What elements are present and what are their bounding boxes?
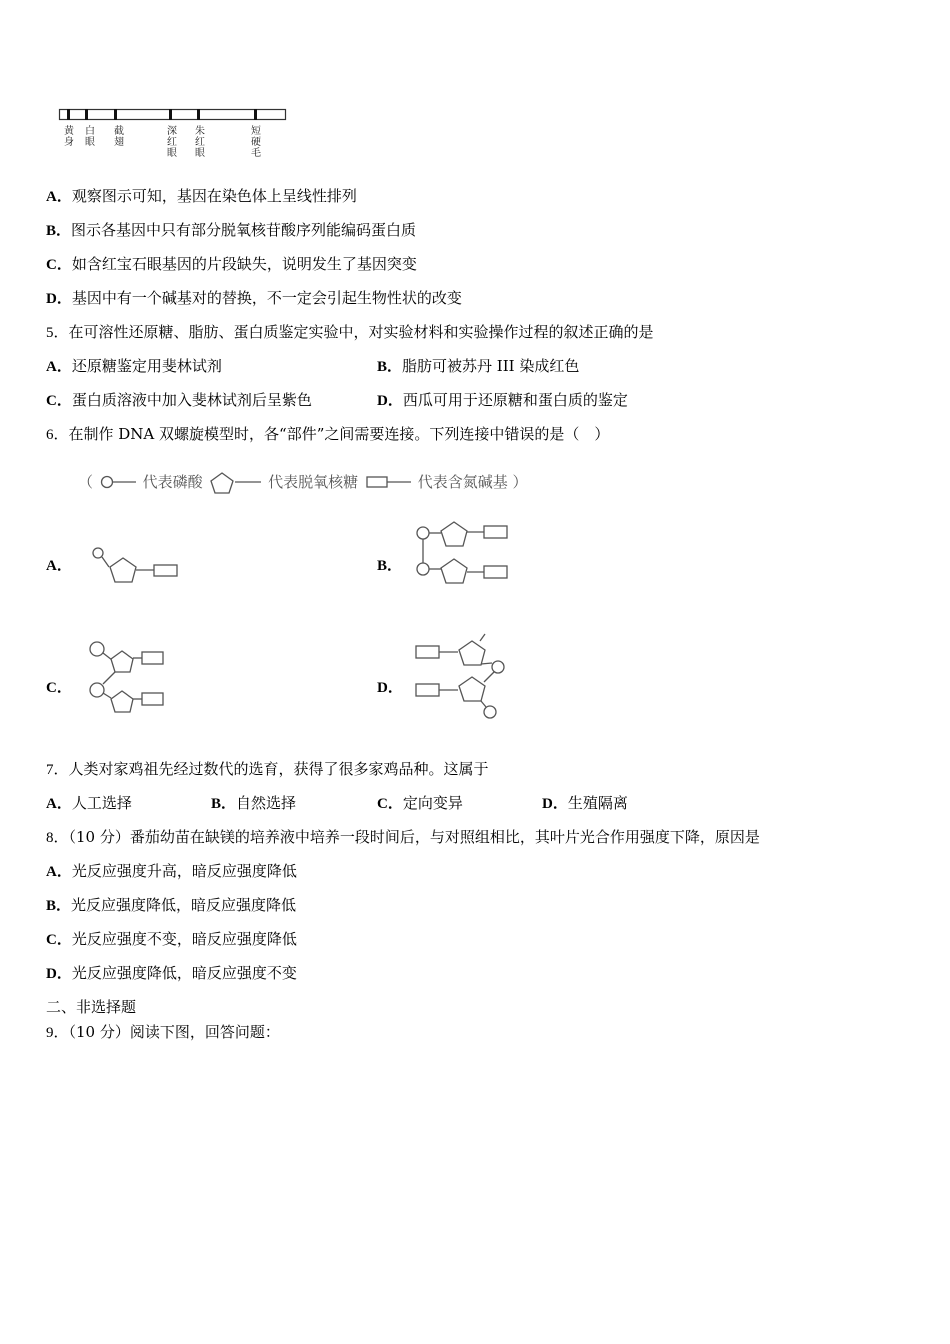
q5-option-b: B．脂肪可被苏丹 III 染成红色 bbox=[377, 357, 580, 375]
q4-option-d: D．基因中有一个碱基对的替换，不一定会引起生物性状的改变 bbox=[46, 289, 462, 307]
gene-label-vermilion-eye: 朱 红 眼 bbox=[195, 126, 205, 159]
chromosome-bar bbox=[0, 0, 950, 200]
q4-option-a: A．观察图示可知，基因在染色体上呈线性排列 bbox=[46, 187, 357, 205]
section2-title: 二、非选择题 bbox=[46, 998, 137, 1016]
legend-phosphate-text: 代表磷酸 bbox=[142, 473, 203, 491]
phosphate-legend-icon bbox=[98, 472, 138, 492]
q6-option-b-label: B． bbox=[377, 558, 403, 574]
q6-option-c-diagram bbox=[85, 635, 185, 720]
q7-option-b: B．自然选择 bbox=[211, 794, 297, 812]
q5-option-d: D．西瓜可用于还原糖和蛋白质的鉴定 bbox=[377, 391, 628, 409]
q6-stem: 6．在制作 DNA 双螺旋模型时，各“部件”之间需要连接。下列连接中错误的是（ ） bbox=[46, 425, 610, 443]
q7-stem: 7．人类对家鸡祖先经过数代的选育，获得了很多家鸡品种。这属于 bbox=[46, 760, 489, 778]
q6-option-d-label: D． bbox=[377, 680, 403, 696]
gene-label-deep-red-eye: 深 红 眼 bbox=[167, 126, 177, 159]
q8-stem: 8．（10 分）番茄幼苗在缺镁的培养液中培养一段时间后，与对照组相比，其叶片光合作用强度下降，原因是 bbox=[46, 828, 760, 846]
q8-option-d: D．光反应强度降低，暗反应强度不变 bbox=[46, 964, 297, 982]
q5-option-c: C．蛋白质溶液中加入斐林试剂后呈紫色 bbox=[46, 391, 312, 409]
q7-options bbox=[46, 793, 926, 814]
q6-option-d-diagram bbox=[410, 630, 520, 725]
q4-option-c: C．如含红宝石眼基因的片段缺失，说明发生了基因突变 bbox=[46, 255, 417, 273]
q9-stem: 9．（10 分）阅读下图，回答问题： bbox=[46, 1023, 280, 1041]
sugar-legend-icon bbox=[207, 470, 263, 494]
base-legend-icon bbox=[363, 472, 413, 492]
q8-option-a: A．光反应强度升高，暗反应强度降低 bbox=[46, 862, 297, 880]
legend-close-paren: ） bbox=[512, 473, 528, 491]
q7-option-c: C．定向变异 bbox=[377, 794, 463, 812]
legend-base-text: 代表含氮碱基 bbox=[417, 473, 508, 491]
legend-sugar-text: 代表脱氧核糖 bbox=[268, 473, 359, 491]
q8-option-c: C．光反应强度不变，暗反应强度降低 bbox=[46, 930, 297, 948]
q4-option-b: B．图示各基因中只有部分脱氧核苷酸序列能编码蛋白质 bbox=[46, 221, 417, 239]
q6-option-c-label: C． bbox=[46, 680, 72, 696]
q6-option-b-diagram bbox=[410, 515, 520, 590]
q5-options-row1 bbox=[46, 356, 926, 377]
q7-option-a: A．人工选择 bbox=[46, 794, 132, 812]
q7-option-d: D．生殖隔离 bbox=[542, 794, 628, 812]
q6-option-a-diagram bbox=[85, 540, 185, 590]
q5-option-a: A．还原糖鉴定用斐林试剂 bbox=[46, 357, 222, 375]
q6-option-a-label: A． bbox=[46, 558, 72, 574]
q5-options-row2 bbox=[46, 390, 926, 411]
q6-legend bbox=[78, 470, 528, 494]
gene-label-yellow-body: 黄 身 bbox=[64, 126, 74, 148]
gene-label-short-bristle: 短 硬 毛 bbox=[251, 126, 261, 159]
legend-open-paren: （ bbox=[78, 473, 94, 491]
gene-label-white-eye: 白 眼 bbox=[85, 126, 95, 148]
q5-stem: 5．在可溶性还原糖、脂肪、蛋白质鉴定实验中，对实验材料和实验操作过程的叙述正确的是 bbox=[46, 323, 654, 341]
gene-label-cut-wing: 截 翅 bbox=[114, 126, 124, 148]
q8-option-b: B．光反应强度降低，暗反应强度降低 bbox=[46, 896, 297, 914]
